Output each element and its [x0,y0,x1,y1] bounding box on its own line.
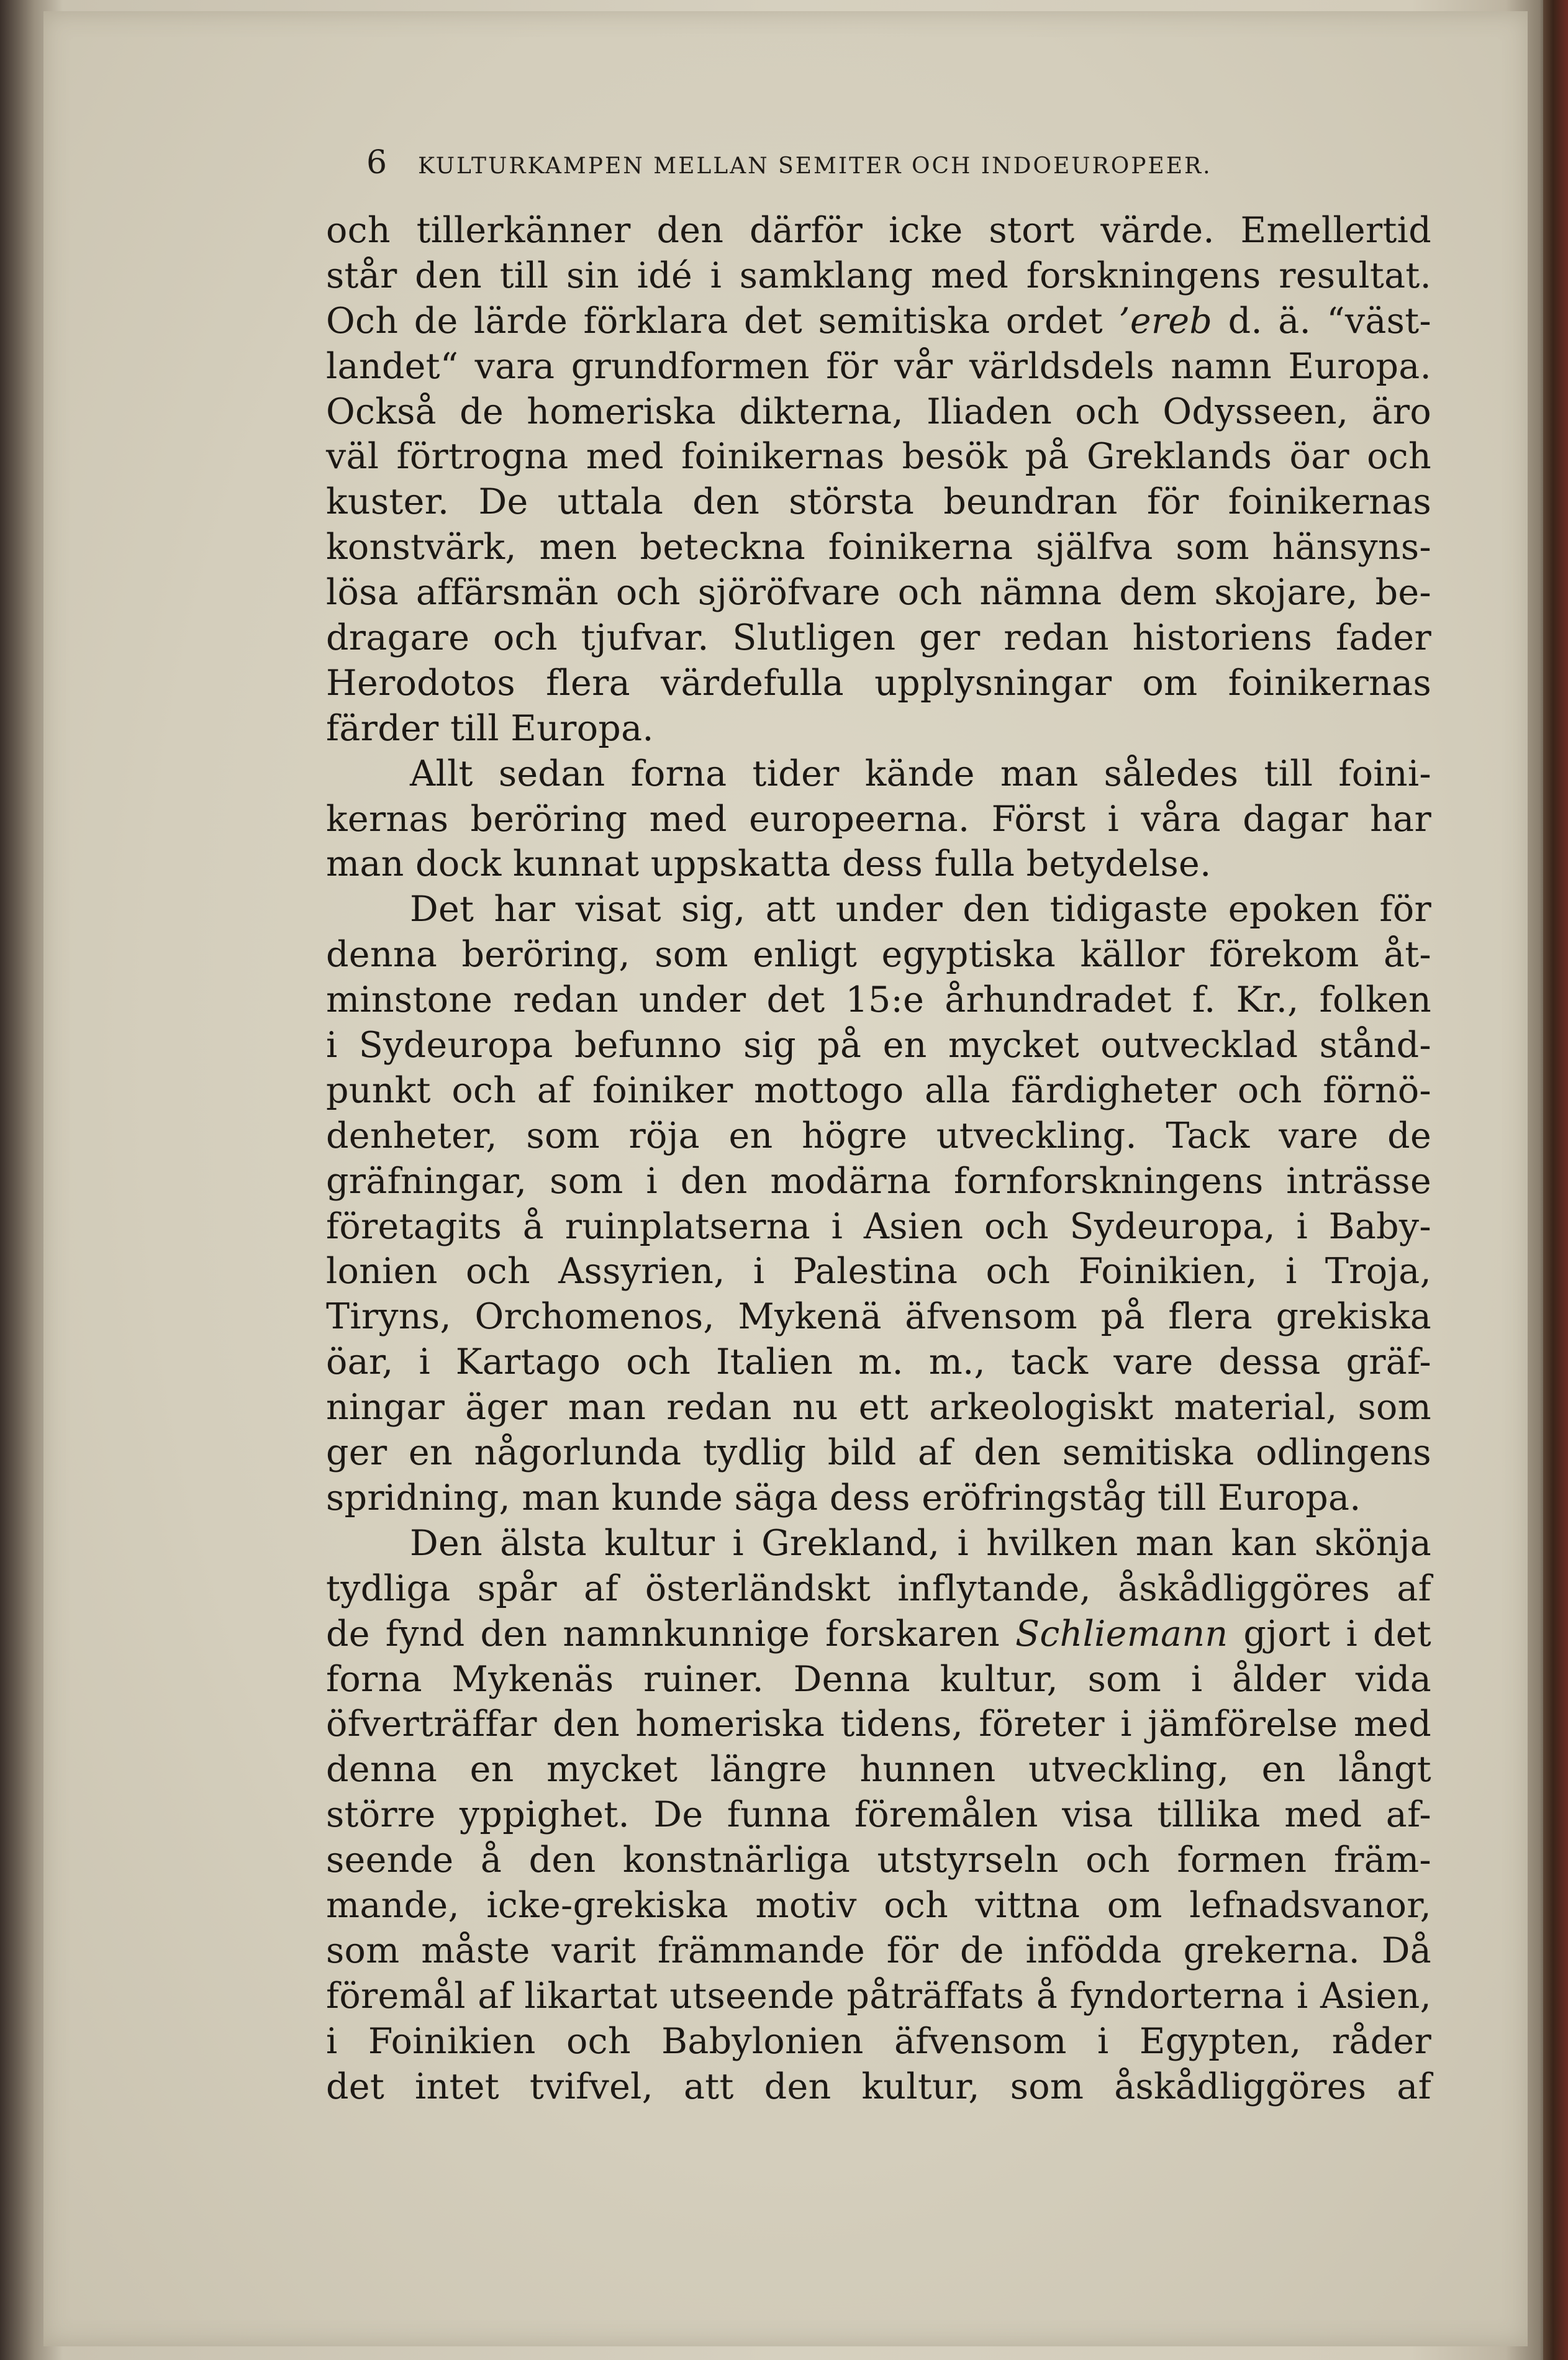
text-line: föremål af likartat utseende påträffats å fyndorterna i Asien, [326,1975,1431,2017]
text-line: färder till Europa. [326,707,654,749]
running-header [366,144,1434,181]
text-line: öfverträffar den homeriska tidens, företer i jämförelse med [326,1704,1431,1745]
text-line: dragare och tjufvar. Slutligen ger redan historiens fader [326,617,1431,659]
text-line: kuster. De uttala den största beundran för foinikernas [326,481,1431,523]
text-line: större yppighet. De funna föremålen visa tillika med af- [326,1794,1431,1836]
text-line: tydliga spår af österländskt inflytande, åskådliggöres af [326,1568,1431,1609]
italic-term: ’ereb [1118,300,1213,342]
text-line: lonien och Assyrien, i Palestina och Foinikien, i Troja, [326,1251,1431,1292]
text-segment: de fynd den namnkunnige forskaren [326,1613,1016,1654]
text-line: lösa affärsmän och sjöröfvare och nämna dem skojare, be- [326,572,1431,614]
text-line: Tiryns, Orchomenos, Mykenä äfvensom på flera grekiska [326,1296,1431,1338]
text-line: företagits å ruinplatserna i Asien och Sydeuropa, i Baby- [326,1205,1431,1247]
text-line: väl förtrogna med foinikernas besök på Greklands öar och [326,436,1431,478]
text-line: denna en mycket längre hunnen utveckling, en långt [326,1749,1431,1790]
text-line: mande, icke-grekiska motiv och vittna om lefnadsvanor, [326,1884,1431,1926]
text-line: minstone redan under det 15:e århundradet f. Kr., folken [326,979,1431,1021]
running-title: KULTURKAMPEN MELLAN SEMITER OCH INDOEUROPEER. [418,153,1212,179]
text-line: Den älsta kultur i Grekland, i hvilken man kan skönja [410,1522,1431,1564]
text-line: Herodotos flera värdefulla upplysningar om foinikernas [326,662,1431,704]
text-line: står den till sin idé i samklang med forskningens resultat. [326,255,1431,296]
text-line: det intet tvifvel, att den kultur, som åskådliggöres af [326,2066,1431,2107]
text-line [326,1612,1431,1657]
body-text [326,208,1431,2109]
text-line [326,299,1431,344]
text-line: gräfningar, som i den modärna fornforskningens inträsse [326,1160,1431,1202]
text-line: i Foinikien och Babylonien äfvensom i Egypten, råder [326,2020,1431,2062]
text-line: öar, i Kartago och Italien m. m., tack vare dessa gräf- [326,1341,1431,1383]
book-spine-edge [1543,0,1568,2360]
text-line: och tillerkänner den därför icke stort värde. Emellertid [326,210,1431,251]
text-line: forna Mykenäs ruiner. Denna kultur, som i ålder vida [326,1658,1431,1700]
text-line: landet“ vara grundformen för vår världsdels namn Europa. [326,345,1431,387]
text-line: man dock kunnat uppskatta dess fulla betydelse. [326,843,1212,885]
text-line: kernas beröring med europeerna. Först i våra dagar har [326,798,1431,840]
text-line: som måste varit främmande för de infödda grekerna. Då [326,1930,1431,1971]
text-line: denheter, som röja en högre utveckling. Tack vare de [326,1115,1431,1156]
text-segment: gjort i det [1228,1613,1432,1654]
text-line: Allt sedan forna tider kände man således till foini- [410,753,1431,794]
text-segment: Och de lärde förklara det semitiska ordet [326,300,1119,342]
text-line: ger en någorlunda tydlig bild af den semitiska odlingens [326,1432,1431,1474]
page-number: 6 [366,144,387,181]
text-line: i Sydeuropa befunno sig på en mycket outvecklad stånd- [326,1025,1431,1066]
text-line: spridning, man kunde säga dess eröfringståg till Europa. [326,1477,1361,1518]
text-line: ningar äger man redan nu ett arkeologiskt material, som [326,1387,1431,1428]
text-line: konstvärk, men beteckna foinikerna själfva som hänsyns- [326,527,1431,568]
text-line: Också de homeriska dikterna, Iliaden och Odysseen, äro [326,391,1431,432]
text-line: punkt och af foiniker mottogo alla färdigheter och förnö- [326,1069,1431,1111]
text-line: seende å den konstnärliga utstyrseln och formen främ- [326,1840,1431,1881]
italic-term: Schliemann [1015,1613,1228,1654]
text-line: Det har visat sig, att under den tidigaste epoken för [410,889,1431,930]
text-line: denna beröring, som enligt egyptiska källor förekom åt- [326,934,1431,976]
text-segment: d. ä. “väst- [1212,300,1431,342]
